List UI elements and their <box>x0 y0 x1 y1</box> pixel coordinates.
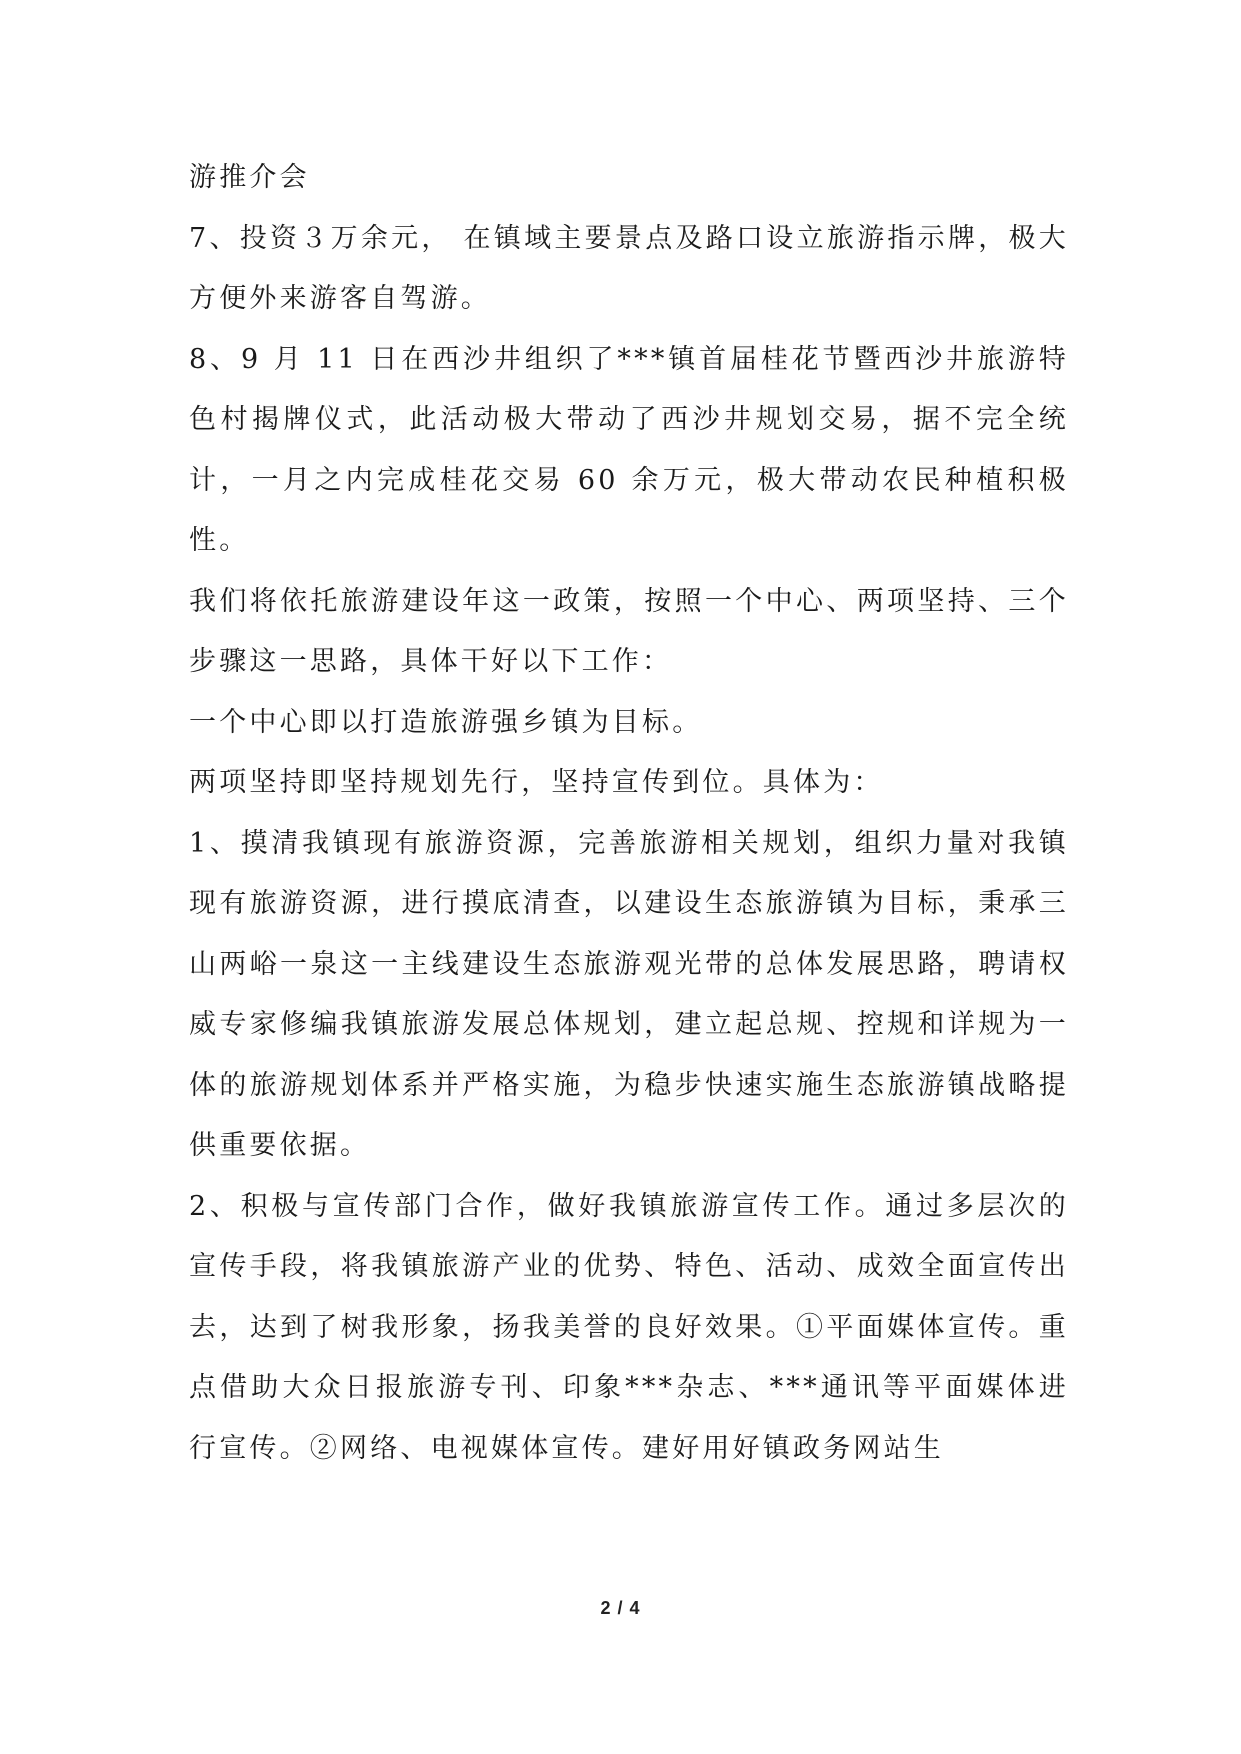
paragraph-6: 两项坚持即坚持规划先行，坚持宣传到位。具体为： <box>189 767 884 798</box>
paragraph-5: 一个中心即以打造旅游强乡镇为目标。 <box>189 706 703 738</box>
paragraph-2: 7、投资３万余元， 在镇域主要景点及路口设立旅游指示牌，极大方便外来游客自驾游。 <box>189 222 1069 314</box>
document-body <box>189 148 1069 1479</box>
paragraph-1: 游推介会 <box>189 162 310 193</box>
paragraph-3: 8、9 月 11 日在西沙井组织了***镇首届桂花节暨西沙井旅游特色村揭牌仪式，此活动极大带动了西沙井规划交易，据不完全统计，一月之内完成桂花交易 60 余万元，极大带动农民种植积极性。 <box>189 343 1069 556</box>
paragraph-8: 2、积极与宣传部门合作，做好我镇旅游宣传工作。通过多层次的宣传手段，将我镇旅游产业的优势、特色、活动、成效全面宣传出去，达到了树我形象，扬我美誉的良好效果。①平面媒体宣传。重点借助大众日报旅游专刊、印象***杂志、***通讯等平面媒体进行宣传。②网络、电视媒体宣传。建好用好镇政务网站生 <box>189 1190 1069 1464</box>
page-number: 2 / 4 <box>600 1598 641 1618</box>
paragraph-7: 1、摸清我镇现有旅游资源，完善旅游相关规划，组织力量对我镇现有旅游资源，进行摸底清查，以建设生态旅游镇为目标，秉承三山两峪一泉这一主线建设生态旅游观光带的总体发展思路，聘请权威专家修编我镇旅游发展总体规划，建立起总规、控规和详规为一体的旅游规划体系并严格实施，为稳步快速实施生态旅游镇战略提供重要依据。 <box>189 827 1069 1161</box>
paragraph-4: 我们将依托旅游建设年这一政策，按照一个中心、两项坚持、三个步骤这一思路，具体干好以下工作： <box>189 585 1069 677</box>
